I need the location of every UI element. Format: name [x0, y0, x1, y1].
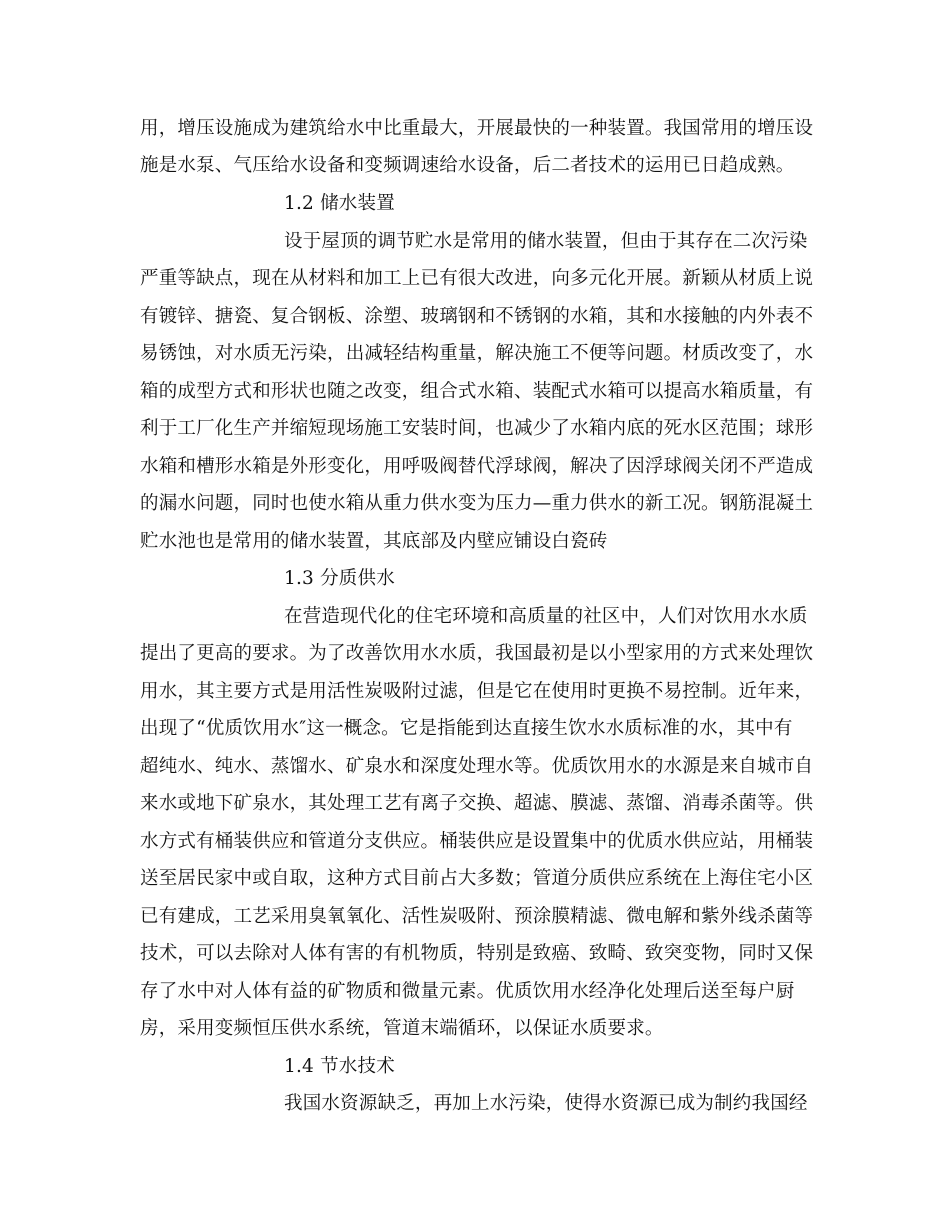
paragraph-line: 我国水资源缺乏，再加上水污染，使得水资源已成为制约我国经 [284, 1093, 808, 1114]
paragraph-line: 提出了更高的要求。为了改善饮用水水质，我国最初是以小型家用的方式来处理饮 [140, 643, 814, 664]
paragraph-line: 存了水中对人体有益的矿物质和微量元素。优质饮用水经净化处理后送至每户厨 [140, 981, 795, 1002]
paragraph-line: 水方式有桶装供应和管道分支供应。桶装供应是设置集中的优质水供应站，用桶装 [140, 831, 814, 852]
paragraph-line: 送至居民家中或自取，这种方式目前占大多数；管道分质供应系统在上海住宅小区 [140, 868, 814, 889]
paragraph-line: 用水，其主要方式是用活性炭吸附过滤，但是它在使用时更换不易控制。近年来， [140, 681, 814, 702]
paragraph-line: 出现了“优质饮用水″这一概念。它是指能到达直接生饮水水质标准的水，其中有 [140, 718, 793, 739]
paragraph-line: 易锈蚀，对水质无污染，出减轻结构重量，解决施工不便等问题。材质改变了，水 [140, 343, 814, 364]
paragraph-line: 用，增压设施成为建筑给水中比重最大，开展最快的一种装置。我国常用的增压设 [140, 118, 814, 139]
paragraph-line: 箱的成型方式和形状也随之改变，组合式水箱、装配式水箱可以提高水箱质量，有 [140, 381, 814, 402]
paragraph-line: 超纯水、纯水、蒸馏水、矿泉水和深度处理水等。优质饮用水的水源是来自城市自 [140, 756, 814, 777]
paragraph-line: 已有建成，工艺采用臭氧氧化、活性炭吸附、预涂膜精滤、微电解和紫外线杀菌等 [140, 906, 814, 927]
paragraph-line: 技术，可以去除对人体有害的有机物质，特别是致癌、致畸、致突变物，同时又保 [140, 943, 814, 964]
section-heading-1-4: 1.4 节水技术 [284, 1056, 395, 1077]
paragraph-line: 在营造现代化的住宅环境和高质量的社区中，人们对饮用水水质 [284, 606, 808, 627]
paragraph-line: 来水或地下矿泉水，其处理工艺有离子交换、超滤、膜滤、蒸馏、消毒杀菌等。供 [140, 793, 814, 814]
paragraph-line: 施是水泵、气压给水设备和变频调速给水设备，后二者技术的运用已日趋成熟。 [140, 155, 795, 176]
paragraph-line: 严重等缺点，现在从材料和加工上已有很大改进，向多元化开展。新颖从材质上说 [140, 268, 814, 289]
paragraph-line: 水箱和槽形水箱是外形变化，用呼吸阀替代浮球阀，解决了因浮球阀关闭不严造成 [140, 456, 814, 477]
paragraph-line: 的漏水问题，同时也使水箱从重力供水变为压力—重力供水的新工况。钢筋混凝土 [140, 493, 814, 514]
paragraph-line: 贮水池也是常用的储水装置，其底部及内壁应铺设白瓷砖 [140, 531, 608, 552]
section-heading-1-2: 1.2 储水装置 [284, 193, 395, 214]
paragraph-line: 房，采用变频恒压供水系统，管道末端循环，以保证水质要求。 [140, 1018, 664, 1039]
paragraph-line: 利于工厂化生产并缩短现场施工安装时间，也减少了水箱内底的死水区范围；球形 [140, 418, 814, 439]
paragraph-line: 有镀锌、搪瓷、复合钢板、涂塑、玻璃钢和不锈钢的水箱，其和水接触的内外表不 [140, 306, 814, 327]
paragraph-line: 设于屋顶的调节贮水是常用的储水装置，但由于其存在二次污染 [284, 231, 808, 252]
section-heading-1-3: 1.3 分质供水 [284, 568, 395, 589]
